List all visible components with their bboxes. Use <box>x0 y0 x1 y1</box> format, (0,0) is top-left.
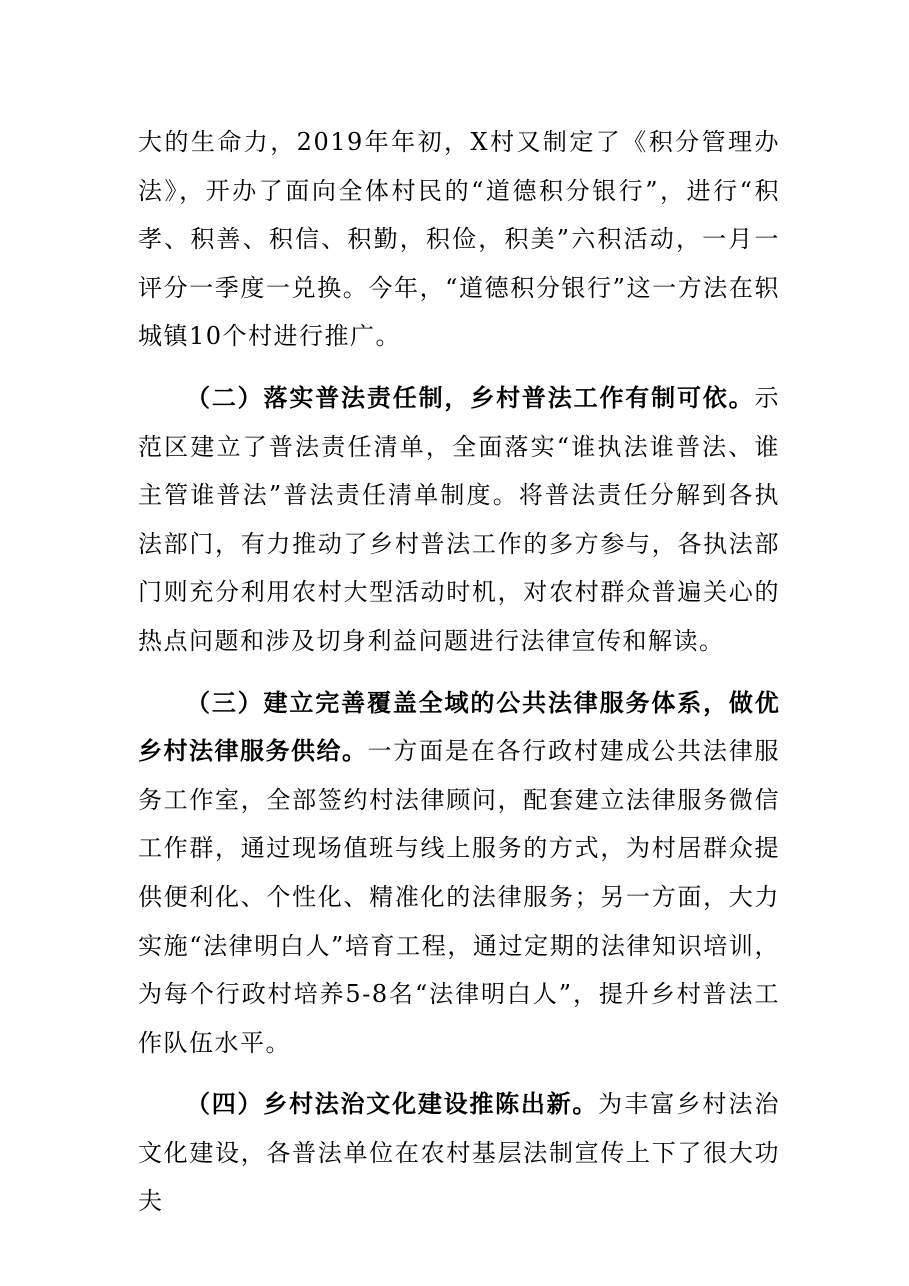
paragraph-text: 示范区建立了普法责任清单，全面落实“谁执法谁普法、谁主管谁普法”普法责任清单制度。将普法责任分解到各执法部门，有力推动了乡村普法工作的多方参与，各执法部门则充分利用农村大型活动时机，对农村群众普遍关心的热点问题和涉及切身利益问题进行法律宣传和解读。 <box>138 383 780 655</box>
paragraph-text: 一方面是在各行政村建成公共法律服务工作室，全部签约村法律顾问，配套建立法律服务微信工作群，通过现场值班与线上服务的方式，为村居群众提供便利化、个性化、精准化的法律服务；另一方面，大力实施“法律明白人”培育工程，通过定期的法律知识培训，为每个行政村培养5-8名“法律明白人”，提升乡村普法工作队伍水平。 <box>138 737 780 1057</box>
paragraph-section-2 <box>138 374 780 666</box>
paragraph-section-4 <box>138 1080 780 1226</box>
section-heading: （二）落实普法责任制，乡村普法工作有制可依。 <box>186 382 755 412</box>
paragraph-text: 大的生命力，2019年年初，X村又制定了《积分管理办法》，开办了面向全体村民的“道德积分银行”，进行“积孝、积善、积信、积勤，积俭，积美”六积活动，一月一评分一季度一兑换。今年，“道德积分银行”这一方法在轵城镇10个村进行推广。 <box>138 128 780 351</box>
document-body <box>138 118 780 1226</box>
paragraph-section-3 <box>138 679 780 1068</box>
paragraph-text: 为丰富乡村法治文化建设，各普法单位在农村基层法制宣传上下了很大功夫 <box>138 1090 781 1216</box>
paragraph-continuation <box>138 118 780 361</box>
section-heading: （四）乡村法治文化建设推陈出新。 <box>186 1089 599 1119</box>
section-heading: （三）建立完善覆盖全域的公共法律服务体系，做优乡村法律服务供给。 <box>138 687 780 766</box>
